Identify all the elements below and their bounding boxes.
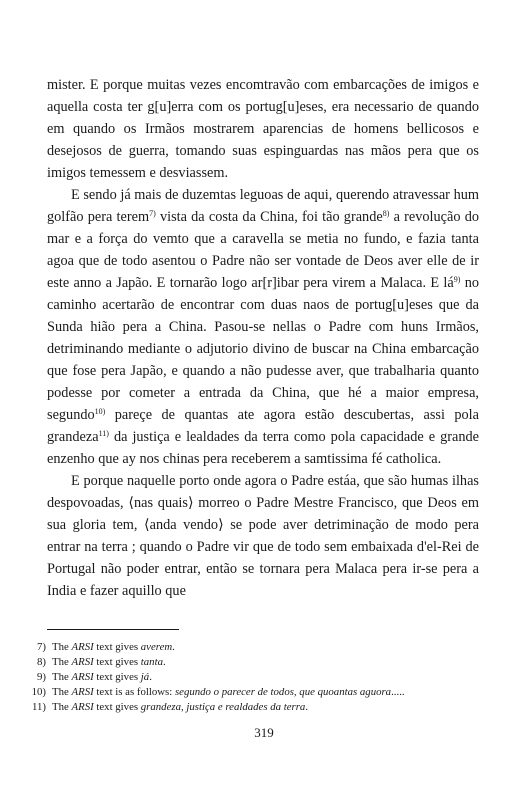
paragraph-2: E sendo já mais de duzemtas leguoas de aqui, querendo atravessar hum golfão pera terem$^{7)}$ vista da costa da China, foi tão grande$^{8)}$ a revolução do mar e a força do vemto que a caravella se metia no fundo, e fazia tanta agoa que de todo asentou o Padre não ser vontade de Deos aver elle de ir este anno a Japão. E tornarão logo ar[r]ibar pera virem a Malaca. E $lá^{9)}$ no caminho acertarão de encontrar com duas naos de portug[u]eses que da Sunda hião pera a China. Pasou-se nellas o Padre com huns Irmãos, detriminando mediante o adjutorio divino de buscar na China embarcação que fose pera Japão, e quando a não pudesse aver, que trabalharia quanto podesse por cometer a entrada da China, que hé a maior empresa, segundo$^{10)}$ pareçe de quantas ate agora estão descubertas, assi pola grandeza$^{11)}$ da justiça e lealdades da terra como pola capacidade e grande enzenho que ay nos chinas pera receberem a samtissima fé catholica.	[47, 187, 479, 467]
paragraph-1: mister. E porque muitas vezes encomtravão com embarcações de imigos e aquella costa ter g[u]erra com os portug[u]eses, era necessario de quando em quando os Irmãos mostrarem aparencias de homens bellicosos e desejosos de guerra, tomando suas espinguardas nas mãos pera que os imigos temessem e desviassem.	[47, 77, 479, 181]
footnote-10: 10) The ARSI text is as follows: segundo o parecer de todos, que quoantas aguora.....	[31, 686, 405, 698]
footnote-divider	[47, 629, 179, 630]
footnotes	[20, 640, 490, 715]
page-number: 319	[254, 725, 274, 740]
main-text	[47, 74, 479, 602]
footnote-9: 9) The ARSI text gives já.	[37, 671, 152, 683]
paragraph-3: E porque naquelle porto onde agora o Padre estáa, que são humas ilhas despovoadas, ⟨nas quais⟩ morreo o Padre Mestre Francisco, que Deos em sua gloria tem, ⟨anda vendo⟩ se pode aver detriminação de modo pera entrar na terra ; quando o Padre vir que de todo sem embaixada d'el-Rei de Portugal não poder entrar, então se tornara pera Malaca pera ir-se pera a India e fazer aquillo que	[47, 473, 479, 599]
footnote-marker-10: 10)	[94, 407, 106, 416]
footnote-marker-9: 9)	[453, 275, 461, 284]
footnote-11: 11) The ARSI text gives grandeza, justiça e realdades da terra.	[32, 701, 309, 713]
footnote-7: 7) The ARSI text gives averem.	[37, 641, 175, 653]
footnote-8: 8) The ARSI text gives tanta.	[37, 656, 166, 668]
footnote-marker-8: 8)	[382, 209, 390, 218]
footnote-marker-7: 7)	[149, 209, 156, 218]
footnote-marker-11: 11)	[98, 429, 109, 438]
